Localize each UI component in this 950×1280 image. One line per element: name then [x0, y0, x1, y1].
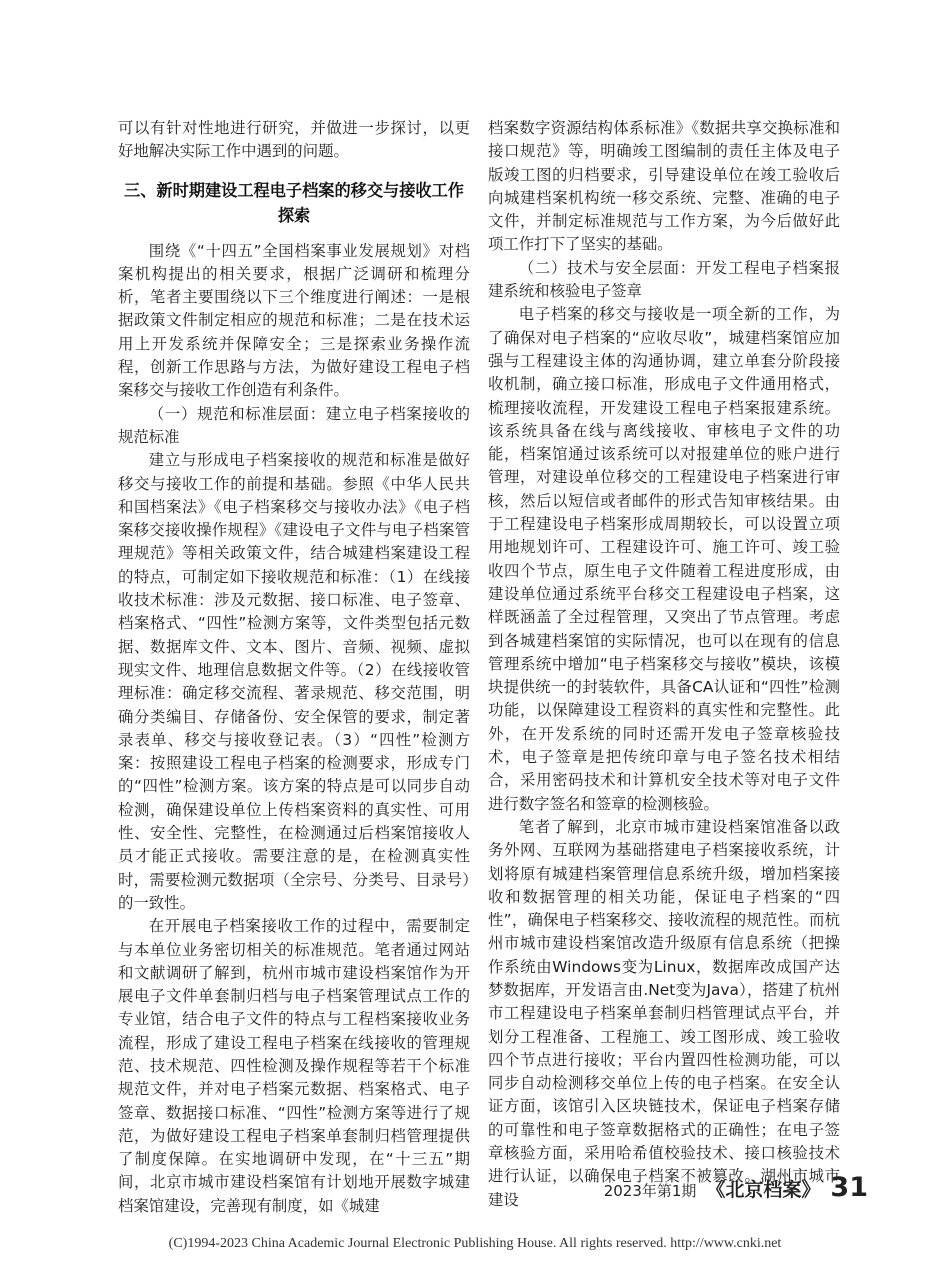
paragraph: 建立与形成电子档案接收的规范和标准是做好移交与接收工作的前提和基础。参照《中华人民共和国档案法》《电子档案移交与接收办法》《电子档案移交接收操作规程》《建设电子文件与电子档案管理规范》等相关政策文件，结合城建档案建设工程的特点，可制定如下接收规范和标准：（1）在线接收技术标准：涉及元数据、接口标准、电子签章、档案格式、“四性”检测方案等，文件类型包括元数据、数据库文件、文本、图片、音频、视频、虚拟现实文件、地理信息数据文件等。（2）在线接收管理标准：确定移交流程、著录规范、移交范围，明确分类编目、存储备份、安全保管的要求，制定著录表单、移交与接收登记表。（3）“四性”检测方案：按照建设工程电子档案的检测要求，形成专门的“四性”检测方案。该方案的特点是可以同步自动检测，确保建设单位上传档案资料的真实性、可用性、安全性、完整性，在检测通过后档案馆接收人员才能正式接收。需要注意的是，在检测真实性时，需要检测元数据项（全宗号、分类号、目录号）的一致性。 — [118, 451, 470, 912]
paragraph: 围绕《“十四五”全国档案事业发展规划》对档案机构提出的相关要求，根据广泛调研和梳理分析，笔者主要围绕以下三个维度进行阐述：一是根据政策文件制定相应的规范和标准；二是在技术运用上开发系统并保障安全；三是探索业务操作流程，创新工作思路与方法，为做好建设工程电子档案移交与接收工作创造有利条件。 — [118, 241, 470, 400]
issue-label: 2023年第1期 — [603, 1182, 697, 1200]
subsection-heading: （一）规范和标准层面：建立电子档案接收的规范标准 — [118, 404, 470, 446]
paragraph: 电子档案的移交与接收是一项全新的工作，为了确保对电子档案的“应收尽收”，城建档案馆应加强与工程建设主体的沟通协调，建立单套分阶段接收机制，确立接口标准，形成电子文件通用格式，梳理接收流程，开发建设工程电子档案报建系统。该系统具备在线与离线接收、审核电子文件的功能，档案馆通过该系统可以对报建单位的账户进行管理，对建设单位移交的工程建设电子档案进行审核，然后以短信或者邮件的形式告知审核结果。由于工程建设电子档案形成周期较长，可以设置立项用地规划许可、工程建设许可、施工许可、竣工验收四个节点，原生电子文件随着工程进度形成，由建设单位通过系统平台移交工程建设电子档案，这样既涵盖了全过程管理，又突出了节点管理。考虑到各城建档案馆的实际情况，也可以在现有的信息管理系统中增加“电子档案移交与接收”模块，该模块提供统一的封装软件，具备CA认证和“四性”检测功能，以保障建设工程资料的真实性和完整性。此外，在开发系统的同时还需开发电子签章核验技术，电子签章是把传统印章与电子签名技术相结合，采用密码技术和计算机安全技术等对电子文件进行数字签名和签章的检测核验。 — [488, 305, 840, 813]
paragraph: 在开展电子档案接收工作的过程中，需要制定与本单位业务密切相关的标准规范。笔者通过网站和文献调研了解到，杭州市城市建设档案馆作为开展电子文件单套制归档与电子档案管理试点工作的专业馆，结合电子文件的特点与工程档案接收业务流程，形成了建设工程电子档案在线接收的管理规范、技术规范、四性检测及操作规程等若干个标准规范文件，并对电子档案元数据、档案格式、电子签章、数据接口标准、“四性”检测方案等进行了规范，为做好建设工程电子档案单套制归档管理提供了制度保障。在实地调研中发现，在“十三五”期间，北京市城市建设档案馆有计划地开展数字城建档案馆建设，完善现有制度，如《城建 — [118, 917, 470, 1215]
page-number: 31 — [830, 1172, 868, 1203]
paragraph: 笔者了解到，北京市城市建设档案馆准备以政务外网、互联网为基础搭建电子档案接收系统，计划将原有城建档案管理信息系统升级，增加档案接收和数据管理的相关功能，保证电子档案的“四性”，确保电子档案移交、接收流程的规范性。而杭州市城市建设档案馆改造升级原有信息系统（把操作系统由Windows变为Linux，数据库改成国产达梦数据库，开发语言由.Net变为Java），搭建了杭州市工程建设电子档案单套制归档管理试点平台，并划分工程准备、工程施工、竣工图形成、竣工验收四个节点进行接收；平台内置四性检测功能，可以同步自动检测移交单位上传的电子档案。在安全认证方面，该馆引入区块链技术，保证电子档案存储的可靠性和电子签章数据格式的正确性；在电子签章核验方面，采用哈希值校验技术、接口核验技术进行认证，以确保电子档案不被篡改。湖州市城市建设 — [488, 817, 840, 1209]
section-heading: 三、新时期建设工程电子档案的移交与接收工作探索 — [124, 180, 464, 225]
copyright-notice: (C)1994-2023 China Academic Journal Electronic Publishing House. All rights reserved. http://www.cnki.net — [168, 1236, 782, 1251]
page-footer — [604, 1174, 868, 1208]
journal-name: 《北京档案》 — [706, 1179, 821, 1201]
paragraph: 档案数字资源结构体系标准》《数据共享交换标准和接口规范》等，明确竣工图编制的责任主体及电子版竣工图的归档要求，引导建设单位在竣工验收后向城建档案机构统一移交系统、完整、准确的电子文件，并制定标准规范与工作方案，为今后做好此项工作打下了坚实的基础。 — [488, 119, 840, 254]
left-column — [118, 117, 470, 1218]
subsection-heading: （二）技术与安全层面：开发工程电子档案报建系统和核验电子签章 — [488, 258, 840, 301]
right-column — [488, 117, 840, 1212]
paragraph: 可以有针对性地进行研究，并做进一步探讨，以更好地解决实际工作中遇到的问题。 — [118, 119, 470, 161]
